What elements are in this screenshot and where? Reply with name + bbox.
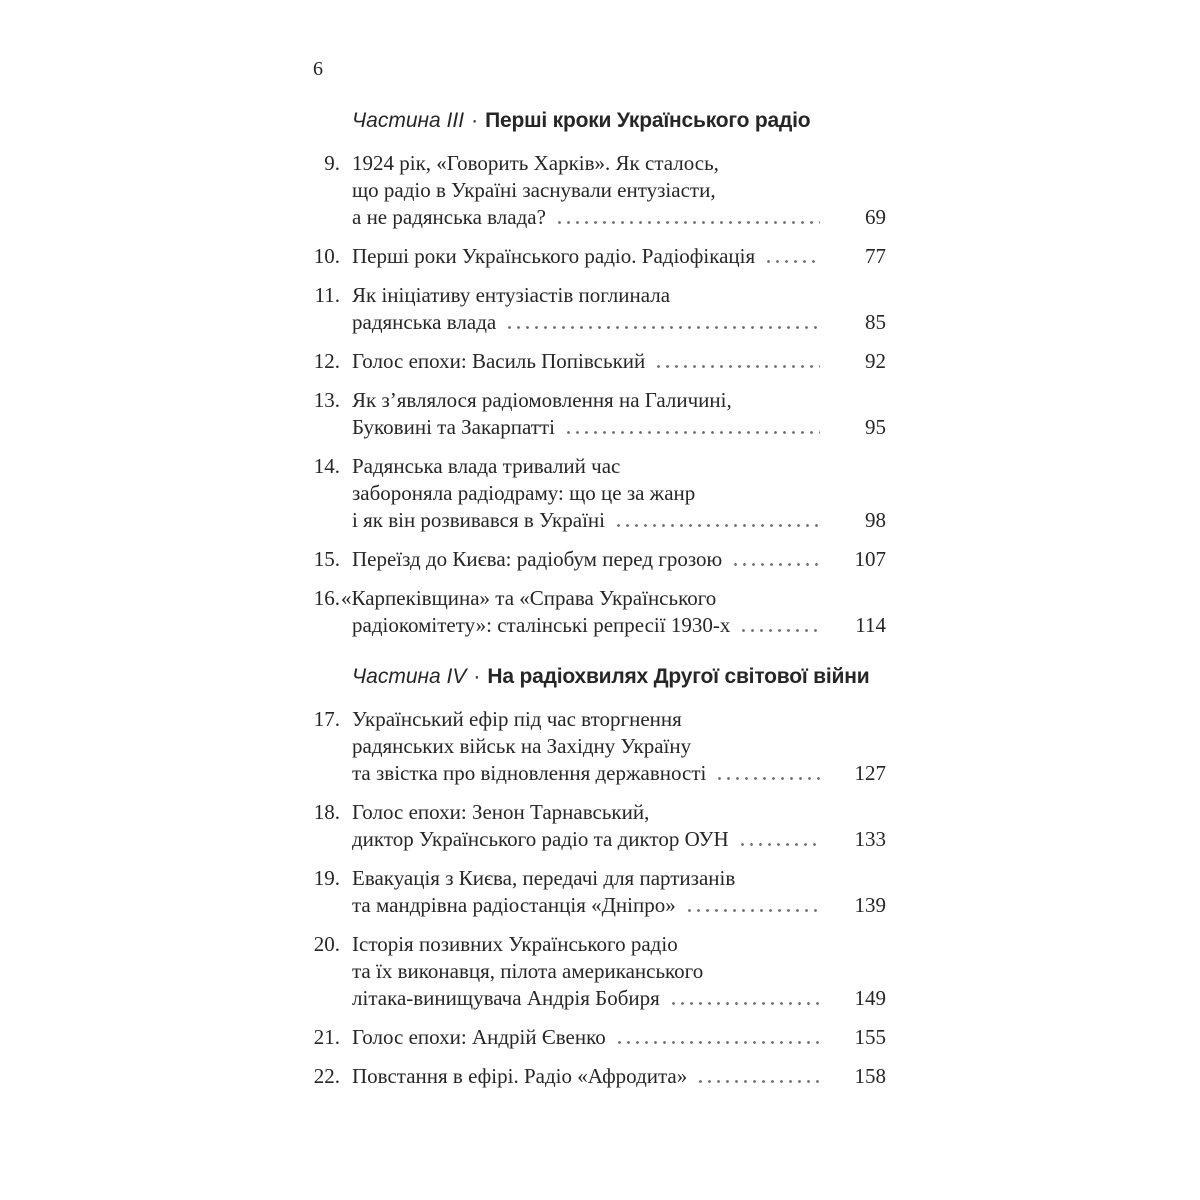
- entry-title-line: Радянська влада тривалий час: [352, 454, 621, 478]
- toc-entry[interactable]: [292, 282, 886, 336]
- section-entries: [292, 706, 886, 1090]
- entry-last-line: [352, 1024, 886, 1051]
- entry-number: 20.: [313, 932, 340, 956]
- entry-last-line: [352, 612, 886, 639]
- table-of-contents: [292, 107, 886, 1090]
- entry-body: [352, 865, 886, 919]
- entry-page-number: 155: [854, 1025, 886, 1049]
- entry-body: [352, 799, 886, 853]
- entry-last-line: [352, 826, 886, 853]
- dot-leader: [614, 524, 820, 527]
- entry-title-line: Голос епохи: Василь Попівський: [352, 349, 646, 373]
- entry-page-number: 127: [854, 761, 886, 785]
- entry-title-line: радіокомітету»: сталінські репресії 1930-х: [352, 613, 731, 637]
- entry-body: [352, 150, 886, 231]
- entry-title-line: Як з’являлося радіомовлення на Галичині,: [352, 388, 732, 412]
- entry-last-line: [352, 348, 886, 375]
- entry-title-line: що радіо в Україні заснували ентузіасти,: [352, 178, 716, 202]
- dot-leader: [505, 326, 820, 329]
- entry-body: [352, 931, 886, 1012]
- toc-entry[interactable]: [292, 585, 886, 639]
- entry-number: 9.: [324, 151, 340, 175]
- entry-number: 15.: [313, 547, 340, 571]
- entry-title-line: та мандрівна радіостанція «Дніпро»: [352, 893, 676, 917]
- section-header: [352, 107, 886, 134]
- toc-entry[interactable]: [292, 931, 886, 1012]
- toc-entry[interactable]: [292, 453, 886, 534]
- dot-leader: [654, 365, 820, 368]
- entry-page-number: 139: [854, 893, 886, 917]
- entry-title-line: «Карпеківщина» та «Справа Українського: [341, 586, 717, 610]
- dot-leader: [615, 1041, 820, 1044]
- dot-leader: [715, 777, 820, 780]
- entry-number: 13.: [313, 388, 340, 412]
- entry-page-number: 98: [865, 508, 886, 532]
- entry-last-line: [352, 243, 886, 270]
- entry-title-line: Евакуація з Києва, передачі для партизанів: [352, 866, 736, 890]
- entry-title-line: Повстання в ефірі. Радіо «Афродита»: [352, 1064, 688, 1088]
- part-title: На радіохвилях Другої світової війни: [487, 665, 870, 688]
- entry-title-line: забороняла радіодраму: що це за жанр: [352, 481, 696, 505]
- part-label: Частина III: [352, 109, 465, 132]
- entry-number: 18.: [313, 800, 340, 824]
- entry-title-line: радянських військ на Західну Україну: [352, 734, 692, 758]
- dot-leader: [555, 221, 820, 224]
- entry-page-number: 107: [854, 547, 886, 571]
- entry-title-line: диктор Українського радіо та диктор ОУН: [352, 827, 729, 851]
- dot-leader: [685, 909, 820, 912]
- separator-dot: ·: [471, 109, 479, 132]
- part-title: Перші кроки Українського радіо: [485, 109, 811, 132]
- entry-title-line: а не радянська влада?: [352, 205, 546, 229]
- toc-entry[interactable]: [292, 865, 886, 919]
- toc-entry[interactable]: [292, 348, 886, 375]
- entry-page-number: 77: [865, 244, 886, 268]
- entry-body: [352, 348, 886, 375]
- entry-last-line: [352, 760, 886, 787]
- entry-number: 10.: [313, 244, 340, 268]
- entry-page-number: 149: [854, 986, 886, 1010]
- entry-body: [352, 243, 886, 270]
- toc-entry[interactable]: [292, 150, 886, 231]
- entry-title-line: та їх виконавця, пілота американського: [352, 959, 704, 983]
- dot-leader: [696, 1080, 820, 1083]
- toc-section: [292, 663, 886, 1090]
- entry-number: 22.: [313, 1064, 340, 1088]
- entry-number: 14.: [313, 454, 340, 478]
- entry-page-number: 133: [854, 827, 886, 851]
- entry-body: [352, 546, 886, 573]
- dot-leader: [564, 431, 820, 434]
- entry-body: [352, 1024, 886, 1051]
- entry-number: 11.: [314, 283, 340, 307]
- part-label: Частина IV: [352, 665, 467, 688]
- entry-body: [352, 706, 886, 787]
- entry-page-number: 95: [865, 415, 886, 439]
- separator-dot: ·: [473, 665, 481, 688]
- entry-title-line: і як він розвивався в Україні: [352, 508, 605, 532]
- entry-last-line: [352, 1063, 886, 1090]
- entry-title-line: Голос епохи: Зенон Тарнавський,: [352, 800, 650, 824]
- entry-title-line: Буковині та Закарпатті: [352, 415, 555, 439]
- entry-body: [352, 1063, 886, 1090]
- entry-title-line: Переїзд до Києва: радіобум перед грозою: [352, 547, 723, 571]
- entry-title-line: та звістка про відновлення державності: [352, 761, 707, 785]
- entry-last-line: [352, 985, 886, 1012]
- entry-body: [352, 282, 886, 336]
- entry-page-number: 85: [865, 310, 886, 334]
- dot-leader: [738, 843, 820, 846]
- entry-title-line: радянська влада: [352, 310, 497, 334]
- entry-last-line: [352, 507, 886, 534]
- entry-title-line: літака-винищувача Андрія Бобиря: [352, 986, 660, 1010]
- toc-entry[interactable]: [292, 799, 886, 853]
- entry-title-line: Історія позивних Українського радіо: [352, 932, 678, 956]
- entry-title-line: Український ефір під час вторгнення: [352, 707, 682, 731]
- entry-last-line: [352, 546, 886, 573]
- entry-body: [341, 585, 886, 639]
- entry-body: [352, 453, 886, 534]
- dot-leader: [764, 260, 820, 263]
- toc-entry[interactable]: [292, 387, 886, 441]
- toc-section: [292, 107, 886, 639]
- entry-page-number: 114: [855, 613, 886, 637]
- entry-title-line: Як ініціативу ентузіастів поглинала: [352, 283, 671, 307]
- entry-page-number: 158: [854, 1064, 886, 1088]
- toc-entry[interactable]: [292, 546, 886, 573]
- entry-number: 19.: [313, 866, 340, 890]
- entry-last-line: [352, 414, 886, 441]
- entry-number: 21.: [313, 1025, 340, 1049]
- entry-number: 12.: [313, 349, 340, 373]
- entry-number: 17.: [313, 707, 340, 731]
- entry-page-number: 92: [865, 349, 886, 373]
- dot-leader: [739, 629, 820, 632]
- section-header: [352, 663, 886, 690]
- dot-leader: [669, 1002, 820, 1005]
- toc-entry[interactable]: [292, 243, 886, 270]
- entry-title-line: Перші роки Українського радіо. Радіофікація: [352, 244, 756, 268]
- dot-leader: [731, 563, 820, 566]
- entry-title-line: 1924 рік, «Говорить Харків». Як сталось,: [352, 151, 719, 175]
- section-entries: [292, 150, 886, 639]
- entry-last-line: [352, 204, 886, 231]
- toc-entry[interactable]: [292, 1024, 886, 1051]
- entry-last-line: [352, 892, 886, 919]
- entry-title-line: Голос епохи: Андрій Євенко: [352, 1025, 606, 1049]
- toc-entry[interactable]: [292, 706, 886, 787]
- entry-page-number: 69: [865, 205, 886, 229]
- entry-number: 16.: [313, 586, 340, 610]
- toc-entry[interactable]: [292, 1063, 886, 1090]
- page-number: 6: [313, 58, 323, 80]
- entry-last-line: [352, 309, 886, 336]
- entry-body: [352, 387, 886, 441]
